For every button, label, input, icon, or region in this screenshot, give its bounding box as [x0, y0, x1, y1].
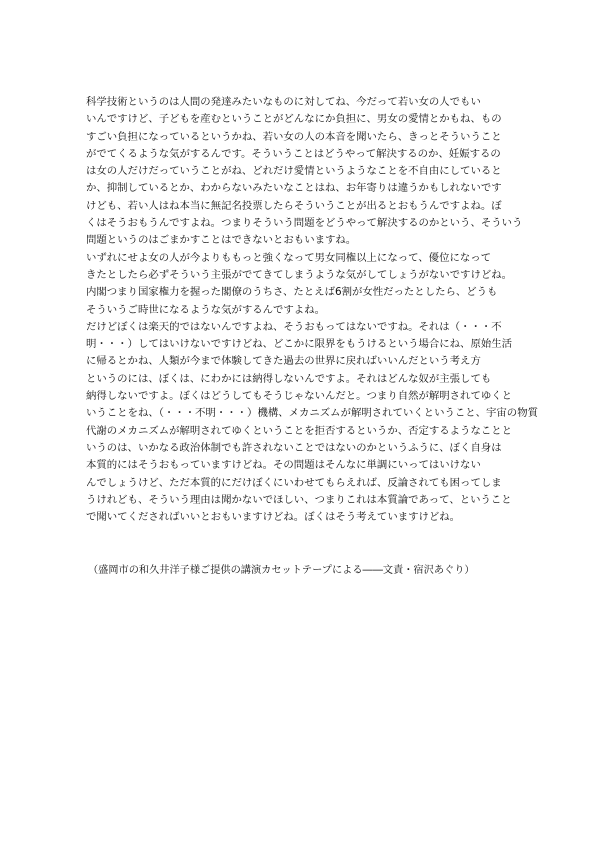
transcript-line: 問題というのはごまかすことはできないとおもいますね。	[86, 234, 357, 247]
transcript-line: 本質的にはそうおもっていますけどね。その問題はそんなに単調にいってはいけない	[86, 459, 481, 472]
transcript-line: そういうご時世になるような気がするんですよね。	[86, 303, 325, 316]
transcript-line: いんですけど、子どもを産むということがどんなにか負担に、男女の愛情とかもね、もの	[86, 113, 502, 126]
transcript-line: んでしょうけど、ただ本質的にだけぼくにいわせてもらえれば、反論されても困ってしま	[86, 476, 502, 489]
transcript-line: 科学技術というのは人間の発達みたいなものに対してね、今だって若い女の人でもい	[86, 96, 481, 108]
transcript-line: に帰るとかね、人類が今まで体験してきた過去の世界に戻ればいいんだという考え方	[86, 355, 481, 368]
transcript-line: けども、若い人はね本当に無記名投票したらそういうことが出るとおもうんですよね。ぼ	[86, 199, 502, 212]
transcript-line: すごい負担になっているというかね、若い女の人の本音を聞いたら、きっとそういうこと	[86, 130, 502, 143]
transcript-line: 代謝のメカニズムが解明されてゆくということを拒否するというか、否定するようなことと	[86, 424, 513, 437]
transcript-line: くはそうおもうんですよね。つまりそういう問題をどうやって解決するのかという、そういう	[86, 217, 523, 230]
transcript-line: きたとしたら必ずそういう主張がでてきてしまうような気がしてしょうがないですけどね。	[86, 268, 513, 281]
transcript-line: いうのは、いかなる政治体制でも許されないことではないのかというふうに、ぼく自身は	[86, 441, 502, 454]
transcript-line: 納得しないですよ。ぼくはどうしてもそうじゃないんだと。つまり自然が解明されてゆくと	[86, 390, 513, 403]
transcript-line: か、抑制しているとか、わからないみたいなことはね、お年寄りは違うかもしれないです	[86, 182, 502, 195]
transcript-line: いうことをね、（・・・不明・・・）機構、メカニズムが解明されていくということ、宇宙の物質	[86, 407, 538, 420]
transcript-line: は女の人だけだっていうことがね、どれだけ愛情というようなことを不自由にしていると	[86, 165, 502, 178]
transcript-line: うけれども、そういう理由は聞かないでほしい、つまりこれは本質論であって、ということ	[86, 493, 512, 506]
transcript-line: だけどぼくは楽天的ではないんですよね、そうおもってはないですね。それは（・・・不	[86, 320, 502, 333]
transcript-line: がでてくるような気がするんです。そういうことはどうやって解決するのか、妊娠するの	[86, 147, 501, 160]
transcript-line: いずれにせよ女の人が今よりももっと強くなって男女同権以上になって、優位になって	[86, 251, 492, 264]
transcript-line: 内閣つまり国家権力を握った閣僚のうちさ、たとえば6割が女性だったとしたら、どうも	[86, 286, 498, 299]
transcript-line: というのには、ぼくは、にわかには納得しないんですよ。それはどんな奴が主張しても	[86, 372, 492, 385]
source-caption: （盛岡市の和久井洋子様ご提供の講演カセットテープによる――文責・宿沢あぐり）	[88, 565, 475, 576]
transcript-line: で聞いてくださればいいとおもいますけどね。ぼくはそう考えていますけどね。	[86, 511, 461, 524]
lecture-transcript	[86, 94, 538, 526]
transcript-line: 明・・・）してはいけないですけどね、どこかに限界をもうけるという場合にね、原始生活	[86, 338, 513, 351]
